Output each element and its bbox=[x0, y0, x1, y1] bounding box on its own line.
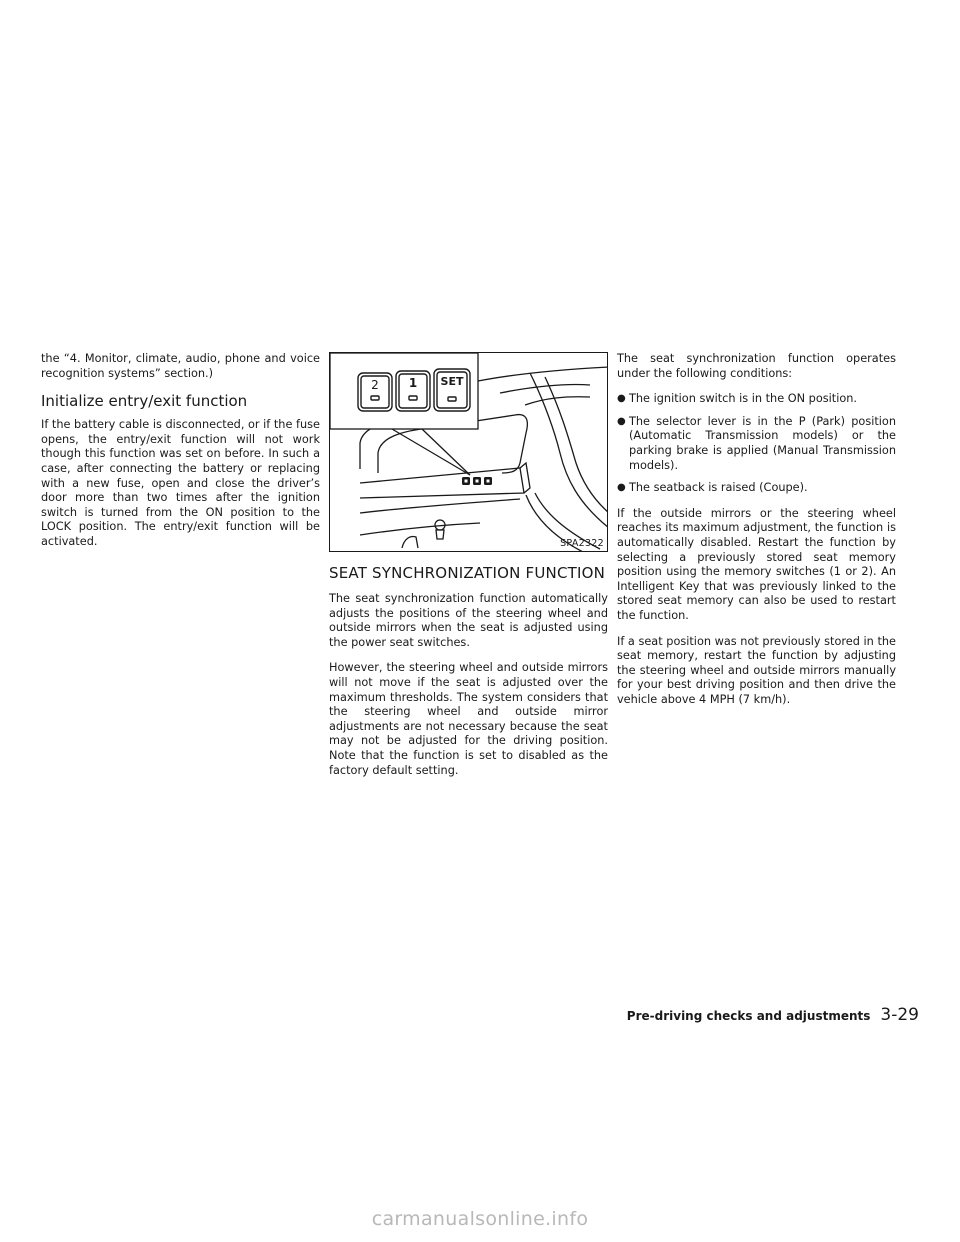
column-right bbox=[617, 352, 896, 718]
button-label-2: 2 bbox=[371, 378, 379, 392]
seat-memory-switch-figure bbox=[329, 352, 608, 552]
bullet-icon: ● bbox=[617, 415, 626, 427]
bullet-text: The ignition switch is in the ON position. bbox=[629, 392, 858, 406]
bullet-item bbox=[617, 481, 896, 496]
footer-section-title: Pre-driving checks and adjustments bbox=[626, 1009, 871, 1023]
bullet-item bbox=[617, 415, 896, 473]
button-label-1: 1 bbox=[408, 376, 418, 390]
subheading-initialize: Initialize entry/exit function bbox=[41, 392, 248, 411]
paragraph-continued: the “4. Monitor, climate, audio, phone and voice recognition systems” section.) bbox=[41, 352, 320, 380]
paragraph-not-stored: If a seat position was not previously stored in the seat memory, restart the function by adjusting the steering wheel and outside mirrors manually for your best driving position and then drive the vehicle above 4 MPH (7 km/h). bbox=[617, 634, 896, 706]
bullet-text: The selector lever is in the P (Park) position (Automatic Transmission models) or the parking brake is applied (Manual Transmission models). bbox=[629, 414, 896, 472]
paragraph-sync-limits: However, the steering wheel and outside mirrors will not move if the seat is adjusted over the maximum thresholds. The system considers that the steering wheel and outside mirror adjustments are not necessary because the seat may not be adjusted for the driving position. Note that the function is set to disabled as the factory default setting. bbox=[329, 661, 608, 777]
column-middle bbox=[329, 352, 608, 789]
section-heading: SEAT SYNCHRONIZATION FUNCTION bbox=[329, 564, 606, 582]
paragraph-restart: If the outside mirrors or the steering wheel reaches its maximum adjustment, the function is automatically disabled. Restart the function by selecting a previously stored seat memory position using the memory switches (1 or 2). An Intelligent Key that was previously linked to the stored seat memory can also be used to restart the function. bbox=[617, 506, 896, 622]
bullet-icon: ● bbox=[617, 393, 626, 405]
paragraph-sync-intro: The seat synchronization function automatically adjusts the positions of the steering wheel and outside mirrors when the seat is adjusted using the power seat switches. bbox=[329, 592, 608, 649]
button-label-set: SET bbox=[440, 375, 464, 388]
watermark: carmanualsonline.info bbox=[371, 1208, 589, 1230]
paragraph-conditions-intro: The seat synchronization function operates under the following conditions: bbox=[617, 352, 896, 380]
bullet-text: The seatback is raised (Coupe). bbox=[629, 481, 808, 495]
figure-code: SPA2322 bbox=[560, 538, 604, 549]
bullet-icon: ● bbox=[617, 482, 626, 494]
bullet-item bbox=[617, 392, 896, 407]
column-left bbox=[41, 352, 320, 561]
page-number: 3-29 bbox=[880, 1005, 919, 1025]
page-footer bbox=[627, 1005, 919, 1025]
door-panel-illustration bbox=[330, 353, 608, 552]
paragraph-initialize: If the battery cable is disconnected, or if the fuse opens, the entry/exit function will not work though this function was set on before. In such a case, after connecting the battery or replacing with a new fuse, open and close the driver’s door more than two times after the ignition switch is turned from the ON position to the LOCK position. The entry/exit function will be activated. bbox=[41, 418, 320, 548]
